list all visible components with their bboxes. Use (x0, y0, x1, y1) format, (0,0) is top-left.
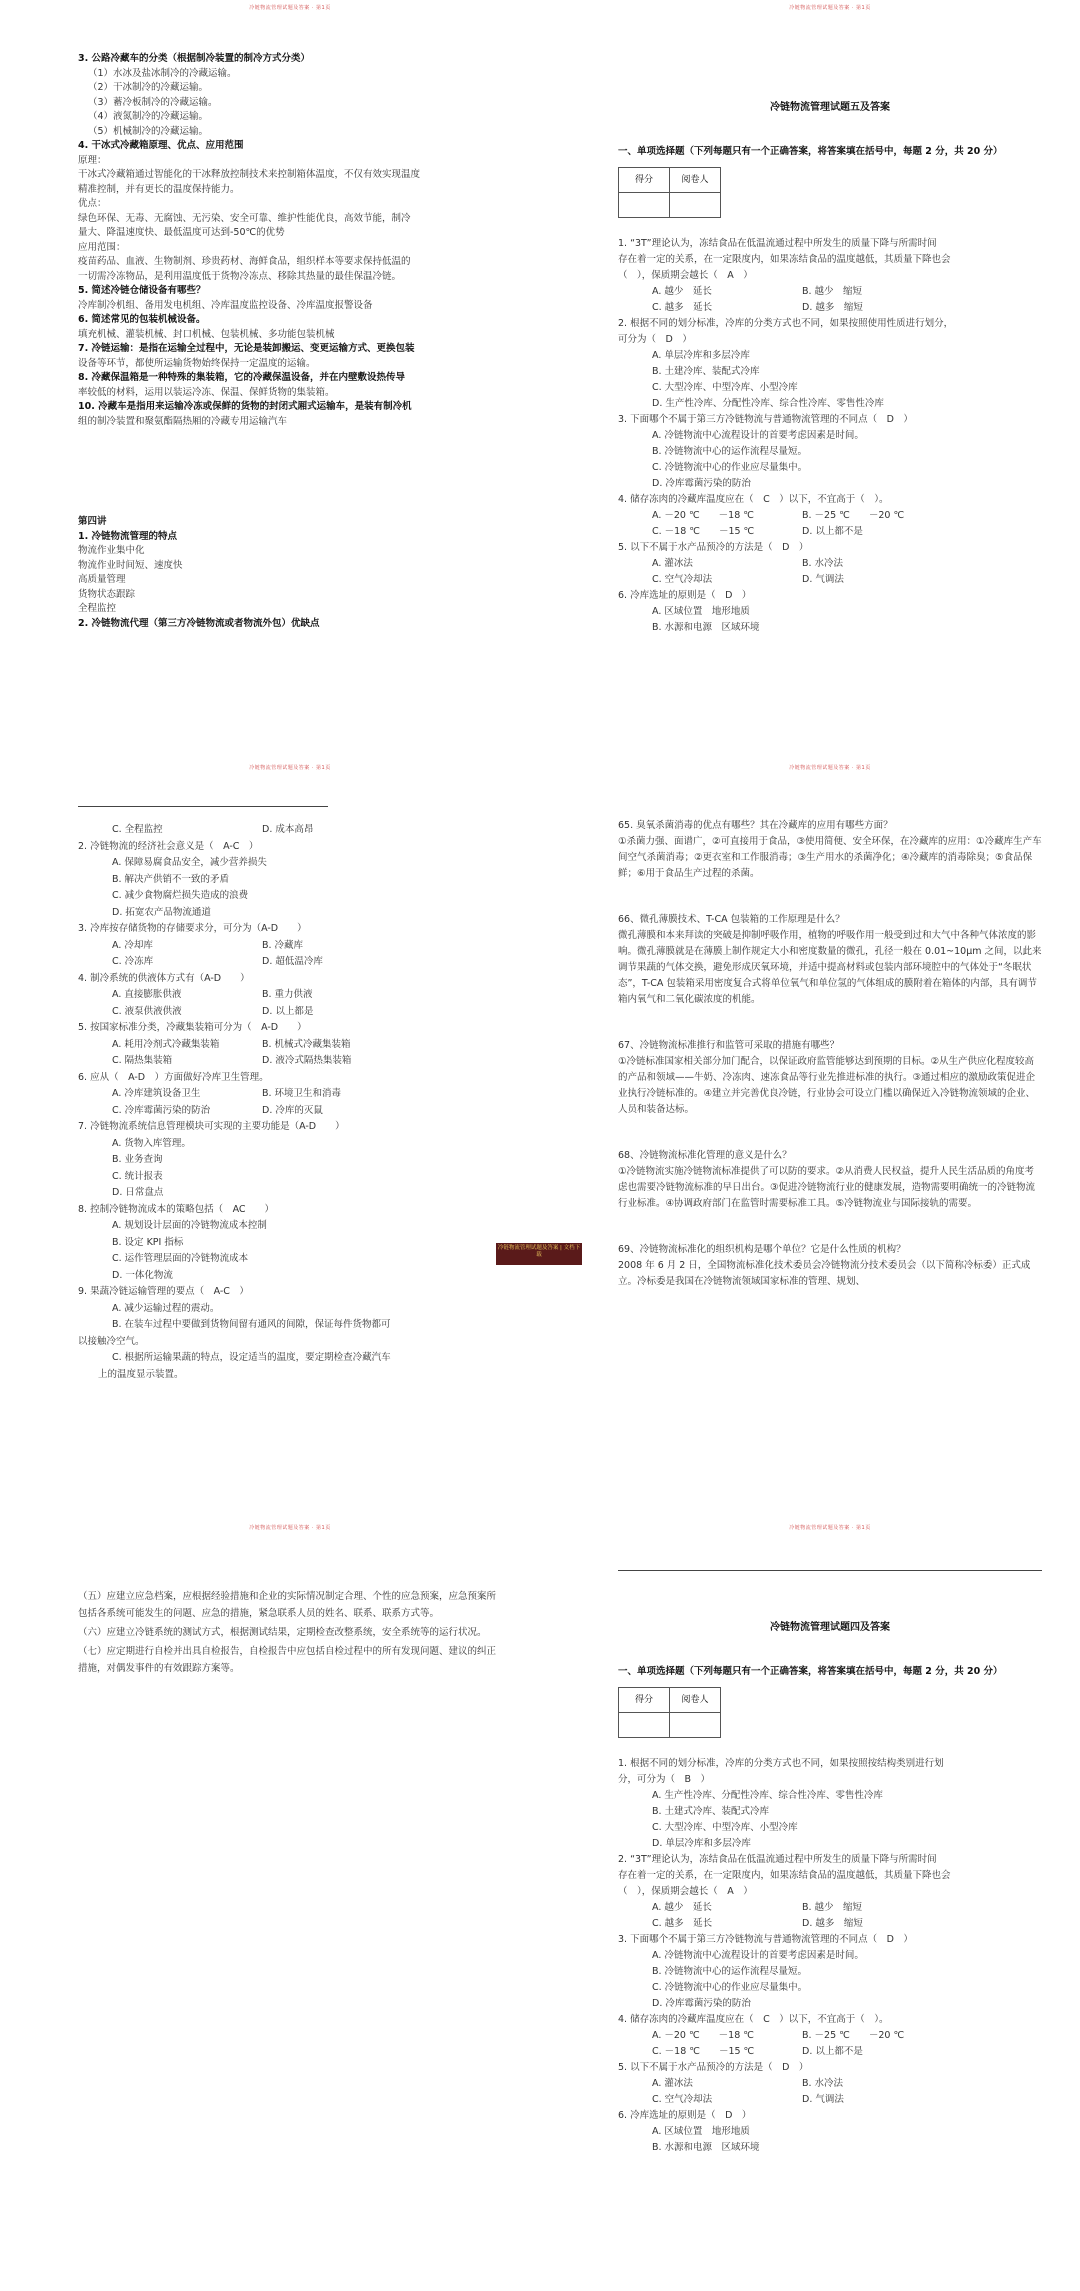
text-line: 4. 制冷系统的供液体方式有（A-D ） (78, 972, 250, 984)
answer-text: ①冷链物流实施冷链物流标准提供了可以防的要求。②从消费人民权益，提升人民生活品质的角度考虑也需要冷链物流标准的早日出台。③促进冷链物流行业的健康发展，造物需要明确统一的冷链物流行业标准。④协调政府部门在监管时需要标准工具。⑤冷链物流业与国际接轨的需要。 (618, 1166, 1036, 1209)
score-table (618, 167, 721, 218)
option-text: C. 冷库霉菌污染的防治 (112, 1104, 211, 1116)
option-row (618, 556, 1042, 572)
document-page-2 (580, 0, 1080, 740)
text-line: 高质量管理 (78, 574, 126, 585)
page-1-block-a (78, 52, 502, 429)
text-line: B. 设定 KPI 指标 (112, 1236, 184, 1248)
option-row (78, 822, 502, 839)
option-text: D. 以上都是 (262, 1005, 314, 1017)
text-line: A. 减少运输过程的震动。 (112, 1302, 220, 1314)
text-line: A. 冷链物流中心流程设计的首要考虑因素是时间。 (652, 1950, 864, 1961)
text-line: 5. 按国家标准分类，冷藏集装箱可分为（ A-D ） (78, 1022, 307, 1033)
document-page-6 (580, 1520, 1080, 2260)
text-line: 7. 冷链物流系统信息管理模块可实现的主要功能是（A-D ） (78, 1121, 345, 1132)
text-line: 率较低的材料，运用以装运冷冻、保温、保鲜货物的集装箱。 (78, 386, 335, 398)
spacer (618, 1212, 1042, 1242)
page-header: 冷链物流管理试题及答案 · 第1页 (249, 5, 331, 11)
text-line: C. 大型冷库、中型冷库、小型冷库 (652, 1822, 798, 1833)
page-6-content (618, 1620, 1042, 2156)
text-line: C. 减少食物腐烂损失造成的浪费 (112, 890, 249, 901)
text-line: 以接触冷空气。 (78, 1335, 145, 1347)
option-row (78, 1103, 502, 1120)
answer-text: 微孔薄膜和本来拜读的突破是抑制呼吸作用，植物的呼吸作用一般受到过和大气中各种气体浓度的影响。微孔薄膜就是在薄膜上制作规定大小和密度数量的微孔，孔径一般在 0.01~10μm 之间，以此来调节果蔬的气体交换，避免形成厌氧环境，并适中提高材料或包装内部环境腔中的气体处于“冬眠状态”，T-CA 包装箱采用密度复合式将单位氧气和单位氢的气体组成的膜附着在箱体的内部，具有调节箱内氧气和二氧化碳浓度的机能。 (618, 930, 1042, 1005)
score-cell (619, 193, 670, 218)
section-heading: 一、单项选择题（下列每题只有一个正确答案，将答案填在括号中，每题 2 分，共 20 分） (618, 146, 1003, 157)
option-text: B. 冷藏库 (262, 939, 304, 951)
text-line: B. 水源和电源 区域环境 (652, 2142, 760, 2153)
option-text: D. 以上都不是 (802, 2046, 863, 2057)
text-line: 上的温度显示装置。 (98, 1368, 184, 1380)
grader-label: 阅卷人 (670, 168, 721, 193)
option-row (618, 2044, 1042, 2060)
answer-list (618, 818, 1042, 1320)
option-row (618, 2076, 1042, 2092)
text-line: B. 冷链物流中心的运作流程尽量短。 (652, 1966, 808, 1977)
page-5-content (78, 1588, 502, 1679)
option-text: D. 超低温冷库 (262, 956, 323, 967)
text-line: C. 大型冷库、中型冷库、小型冷库 (652, 382, 798, 393)
text-line: A. 生产性冷库、分配性冷库、综合性冷库、零售性冷库 (652, 1790, 883, 1801)
text-line: 5. 以下不属于水产品预冷的方法是（ D ） (618, 2062, 809, 2073)
question-text: 67、冷链物流标准推行和监管可采取的措施有哪些？ (618, 1040, 840, 1051)
text-line: （5）机械制冷的冷藏运输。 (88, 125, 209, 137)
text-line: A. 区域位置 地形地质 (652, 606, 750, 617)
option-text: D. 以上都不是 (802, 526, 863, 537)
option-text: A. 冷库建筑设备卫生 (112, 1088, 201, 1099)
score-label: 得分 (619, 1688, 670, 1713)
text-line: 3. 下面哪个不属于第三方冷链物流与普通物流管理的不同点（ D ） (618, 414, 913, 425)
page-3-content (78, 822, 502, 1383)
text-line: 3. 冷库按存储货物的存储要求分，可分为（A-D ） (78, 923, 307, 934)
question-text: 69、冷链物流标准化的组织机构是哪个单位？它是什么性质的机构？ (618, 1244, 906, 1255)
option-row (618, 2092, 1042, 2108)
option-text: A. －20 ℃ －18 ℃ (652, 2030, 754, 2041)
text-line: 存在着一定的关系，在一定限度内，如果冻结食品的温度越低，其质量下降也会 (618, 254, 951, 265)
heading-line: 4. 干冰式冷藏箱原理、优点、应用范围 (78, 140, 244, 151)
text-line: 货物状态跟踪 (78, 588, 136, 600)
paragraph: （五）应建立应急档案，应根据经验措施和企业的实际情况制定合理、个性的应急预案，应急预案所包括各系统可能发生的问题、应急的措施，紧急联系人员的姓名、联系、联系方式等。 (78, 1591, 497, 1619)
text-line: 物流作业时间短、速度快 (78, 559, 183, 571)
option-text: C. 空气冷却法 (652, 2094, 713, 2105)
document-page-1 (40, 0, 540, 740)
document-page-3 (40, 760, 540, 1500)
option-row (78, 1004, 502, 1021)
heading-line: 第四讲 (78, 516, 107, 527)
text-line: 8. 控制冷链物流成本的策略包括（ AC ） (78, 1203, 275, 1215)
text-line: 设备等环节，都使所运输货物始终保持一定温度的运输。 (78, 357, 316, 369)
text-line: （ ），保质期会越长（ A ） (618, 270, 753, 281)
header-rule (78, 806, 328, 807)
text-line: 2. “3T”理论认为，冻结食品在低温流通过程中所发生的质量下降与所需时间 (618, 1854, 937, 1865)
text-line: 可分为（ D ） (618, 334, 692, 345)
heading-line: 2. 冷链物流代理（第三方冷链物流或者物流外包）优缺点 (78, 617, 320, 629)
text-line: C. 冷链物流中心的作业应尽量集中。 (652, 462, 808, 473)
question-text: 65. 臭氧杀菌消毒的优点有哪些？其在冷藏库的应用有哪些方面？ (618, 820, 893, 831)
option-text: C. －18 ℃ －15 ℃ (652, 2046, 755, 2057)
option-text: A. 越少 延长 (652, 286, 712, 297)
text-line: 原理： (78, 154, 107, 166)
text-line: 3. 下面哪个不属于第三方冷链物流与普通物流管理的不同点（ D ） (618, 1934, 913, 1945)
option-text: D. 成本高昂 (262, 824, 314, 835)
text-line: A. 规划设计层面的冷链物流成本控制 (112, 1220, 267, 1231)
option-text: C. 全程监控 (112, 824, 163, 835)
page-header: 冷链物流管理试题及答案 · 第1页 (789, 765, 871, 771)
text-line: A. 货物入库管理。 (112, 1137, 191, 1149)
question-list (618, 1756, 1042, 2156)
text-line: 4. 储存冻肉的冷藏库温度应在（ C ）以下，不宜高于（ ）。 (618, 494, 889, 505)
option-text: A. 耗用冷剂式冷藏集装箱 (112, 1038, 220, 1050)
option-text: A. 灌冰法 (652, 2078, 693, 2089)
text-line: 优点： (78, 198, 107, 209)
option-text: A. 直接膨胀供液 (112, 989, 182, 1000)
option-text: B. 水冷法 (802, 2078, 844, 2089)
option-text: C. 冷冻库 (112, 956, 154, 967)
heading-line: 8. 冷藏保温箱是一种特殊的集装箱，它的冷藏保温设备，并在内壁敷设热传导 (78, 372, 406, 383)
text-line: 一切需冷冻物品，是利用温度低于货物冷冻点、移除其热量的最佳保温冷链。 (78, 270, 402, 282)
text-line: 疫苗药品、血液、生物制剂、珍贵药材、海鲜食品，组织样本等要求保持低温的 (78, 256, 411, 267)
text-line: 物流作业集中化 (78, 545, 145, 556)
text-line: B. 冷链物流中心的运作流程尽量短。 (652, 446, 808, 457)
text-line: B. 业务查询 (112, 1154, 163, 1165)
text-line: D. 冷库霉菌污染的防治 (652, 478, 751, 489)
text-line: （4）液氮制冷的冷藏运输。 (88, 111, 209, 122)
score-table (618, 1687, 721, 1738)
heading-line: 3. 公路冷藏车的分类（根据制冷装置的制冷方式分类） (78, 53, 311, 64)
option-text: C. －18 ℃ －15 ℃ (652, 526, 755, 537)
document-page-5 (40, 1520, 540, 2260)
spacer (618, 882, 1042, 912)
page-header: 冷链物流管理试题及答案 · 第1页 (789, 5, 871, 11)
paragraph-list (78, 1588, 502, 1677)
option-text: D. 液冷式隔热集装箱 (262, 1055, 352, 1066)
question-text: 66、微孔薄膜技术、T-CA 包装箱的工作原理是什么？ (618, 914, 845, 925)
grader-label: 阅卷人 (670, 1688, 721, 1713)
option-text: C. 越多 延长 (652, 302, 713, 313)
text-line: C. 冷链物流中心的作业应尽量集中。 (652, 1982, 808, 1993)
exam-title: 冷链物流管理试题五及答案 (770, 102, 890, 113)
text-line: 6. 冷库选址的原则是（ D ） (618, 2110, 752, 2121)
page-2-content (618, 100, 1042, 636)
paragraph: （七）应定期进行自检并出具自检报告，自检报告中应包括自检过程中的所有发现问题、建议的纠正措施，对偶发事件的有效跟踪方案等。 (78, 1646, 497, 1674)
heading-line: 5. 简述冷链仓储设备有哪些？ (78, 285, 206, 296)
option-text: A. 冷却库 (112, 939, 153, 951)
heading-line: 6. 简述常见的包装机械设备。 (78, 314, 206, 325)
grader-cell (670, 1713, 721, 1738)
option-text: C. 隔热集装箱 (112, 1055, 173, 1066)
option-text: B. 越少 缩短 (802, 286, 863, 297)
answer-text: 2008 年 6 月 2 日，全国物流标准化技术委员会冷链物流分技术委员会（以下简称冷标委）正式成立。冷标委是我国在冷链物流领域国家标准的管理、规划、 (618, 1260, 1031, 1287)
text-line: D. 一体化物流 (112, 1269, 173, 1281)
document-page-4 (580, 760, 1080, 1500)
text-line: 绿色环保、无毒、无腐蚀、无污染、安全可靠、维护性能优良，高效节能，制冷 (78, 212, 411, 224)
section-heading: 一、单项选择题（下列每题只有一个正确答案，将答案填在括号中，每题 2 分，共 20 分） (618, 1666, 1003, 1677)
heading-line: 1. 冷链物流管理的特点 (78, 530, 178, 542)
text-line: C. 统计报表 (112, 1170, 163, 1182)
text-line: （3）蓄冷板制冷的冷藏运输。 (88, 96, 218, 108)
text-line: D. 日常盘点 (112, 1187, 164, 1198)
answer-text: ①冷链标准国家相关部分加门配合，以保证政府监管能够达到预期的目标。②从生产供应化程度较高的产品和领域——牛奶、冷冻肉、速冻食品等行业先推进标准的执行。③通过相应的激励政策促进企业执行冷链标准的。④建立并完善优良冷链，行业协会可设立门槛以确保近入冷链物流领域的企业、人员和装备达标。 (618, 1056, 1036, 1115)
option-text: C. 液泵供液供液 (112, 1005, 182, 1017)
option-row (78, 1037, 502, 1054)
page-1-content (78, 52, 502, 631)
option-text: D. 越多 缩短 (802, 1918, 863, 1929)
option-row (618, 572, 1042, 588)
option-text: D. 气调法 (802, 574, 844, 585)
score-cell (619, 1713, 670, 1738)
page-header: 冷链物流管理试题及答案 · 第1页 (249, 765, 331, 771)
text-line: 填充机械、灌装机械、封口机械、包装机械、多功能包装机械 (78, 328, 335, 340)
text-line: D. 冷库霉菌污染的防治 (652, 1998, 751, 2009)
spacer (618, 1290, 1042, 1320)
text-line: （2）干冰制冷的冷藏运输。 (88, 82, 209, 93)
text-line: 干冰式冷藏箱通过智能化的干冰释放控制技术来控制箱体温度，不仅有效实现温度 (78, 169, 421, 180)
text-line: 5. 以下不属于水产品预冷的方法是（ D ） (618, 542, 809, 553)
option-row (618, 508, 1042, 524)
question-list (78, 822, 502, 1383)
spacer (618, 1118, 1042, 1148)
text-line: D. 生产性冷库、分配性冷库、综合性冷库、零售性冷库 (652, 398, 884, 409)
text-line: 6. 应从（ A-D ）方面做好冷库卫生管理。 (78, 1071, 269, 1083)
option-row (78, 954, 502, 971)
option-text: B. 重力供液 (262, 989, 313, 1000)
question-list (618, 236, 1042, 636)
heading-line: 10. 冷藏车是指用来运输冷冻或保鲜的货物的封闭式厢式运输车，是装有制冷机 (78, 401, 412, 412)
text-line: A. 冷链物流中心流程设计的首要考虑因素是时间。 (652, 430, 864, 441)
text-line: C. 根据所运输果蔬的特点，设定适当的温度，要定期检查冷藏汽车 (112, 1352, 391, 1363)
option-row (618, 2028, 1042, 2044)
option-text: B. －25 ℃ －20 ℃ (802, 510, 905, 521)
heading-line: 7. 冷链运输：是指在运输全过程中，无论是装卸搬运、变更运输方式、更换包装 (78, 343, 415, 354)
text-line: 量大、降温速度快、最低温度可达到-50℃的优势 (78, 227, 285, 238)
text-line: 9. 果蔬冷链运输管理的要点（ A-C ） (78, 1286, 249, 1297)
text-line: B. 土建式冷库、装配式冷库 (652, 1806, 770, 1817)
option-text: B. －25 ℃ －20 ℃ (802, 2030, 905, 2041)
option-row (78, 938, 502, 955)
option-text: D. 越多 缩短 (802, 302, 863, 313)
option-text: C. 越多 延长 (652, 1918, 713, 1929)
option-row (618, 1916, 1042, 1932)
option-text: D. 气调法 (802, 2094, 844, 2105)
text-line: B. 解决产供销不一致的矛盾 (112, 873, 230, 885)
text-line: D. 拓宽农产品物流通道 (112, 906, 211, 918)
text-line: A. 单层冷库和多层冷库 (652, 350, 750, 361)
text-line: 应用范围： (78, 241, 126, 253)
option-text: D. 冷库的灭鼠 (262, 1104, 323, 1116)
option-text: C. 空气冷却法 (652, 574, 713, 585)
option-text: B. 水冷法 (802, 558, 844, 569)
text-line: 4. 储存冻肉的冷藏库温度应在（ C ）以下，不宜高于（ ）。 (618, 2014, 889, 2025)
page-1-block-b (78, 515, 502, 631)
option-text: B. 越少 缩短 (802, 1902, 863, 1913)
text-line: A. 区域位置 地形地质 (652, 2126, 750, 2137)
grader-cell (670, 193, 721, 218)
text-line: （1）水冰及盐冰制冷的冷藏运输。 (88, 67, 237, 79)
text-line: B. 土建冷库、装配式冷库 (652, 366, 760, 377)
text-line: 1. “3T”理论认为，冻结食品在低温流通过程中所发生的质量下降与所需时间 (618, 238, 937, 249)
text-line: 1. 根据不同的划分标准，冷库的分类方式也不同，如果按照按结构类别进行划 (618, 1758, 944, 1769)
paragraph: （六）应建立冷链系统的测试方式，根据测试结果，定期检查改整系统，安全系统等的运行状况。 (78, 1627, 487, 1638)
header-rule (618, 1570, 1042, 1571)
question-text: 68、冷链物流标准化管理的意义是什么？ (618, 1150, 792, 1161)
page-header: 冷链物流管理试题及答案 · 第1页 (249, 1525, 331, 1531)
option-row (618, 1900, 1042, 1916)
text-line: 分，可分为（ B ） (618, 1774, 711, 1785)
option-text: A. 越少 延长 (652, 1902, 712, 1913)
text-line: 6. 冷库选址的原则是（ D ） (618, 590, 752, 601)
text-line: B. 水源和电源 区域环境 (652, 622, 760, 633)
text-line: D. 单层冷库和多层冷库 (652, 1838, 751, 1849)
text-line: 2. 根据不同的划分标准，冷库的分类方式也不同，如果按照使用性质进行划分， (618, 318, 954, 329)
text-line: 冷库制冷机组、备用发电机组、冷库温度监控设备、冷库温度报警设备 (78, 299, 373, 311)
option-row (78, 987, 502, 1004)
exam-title: 冷链物流管理试题四及答案 (770, 1622, 890, 1633)
option-text: A. －20 ℃ －18 ℃ (652, 510, 754, 521)
option-row (618, 284, 1042, 300)
option-text: A. 灌冰法 (652, 558, 693, 569)
text-line: 组的制冷装置和聚氨酯隔热厢的冷藏专用运输汽车 (78, 415, 288, 427)
option-row (78, 1053, 502, 1070)
text-line: （ ），保质期会越长（ A ） (618, 1886, 753, 1897)
page-header: 冷链物流管理试题及答案 · 第1页 (789, 1525, 871, 1531)
text-line: 全程监控 (78, 603, 117, 614)
spacer (618, 1008, 1042, 1038)
option-row (78, 1086, 502, 1103)
answer-text: ①杀菌力强、面谱广，②可直接用于食品，③使用简便、安全环保，在冷藏库的应用：①冷藏库生产车间空气杀菌消毒；②更衣室和工作服消毒；③生产用水的杀菌净化；④冷藏库的消毒除臭；⑤食品保鲜；⑥用于食品生产过程的杀菌。 (618, 836, 1042, 879)
score-label: 得分 (619, 168, 670, 193)
text-line: C. 运作管理层面的冷链物流成本 (112, 1253, 249, 1264)
text-line: 2. 冷链物流的经济社会意义是（ A-C ） (78, 840, 259, 852)
text-line: B. 在装车过程中要做到货物间留有通风的间隙，保证每件货物都可 (112, 1319, 391, 1330)
download-badge[interactable]: 冷链物流管理试题及答案 | 文档下载 (496, 1243, 582, 1265)
option-row (618, 300, 1042, 316)
text-line: A. 保障易腐食品安全，减少营养损失 (112, 857, 267, 868)
page-4-content (618, 818, 1042, 1320)
option-text: B. 环境卫生和消毒 (262, 1088, 342, 1099)
option-text: B. 机械式冷藏集装箱 (262, 1038, 351, 1050)
option-row (618, 524, 1042, 540)
text-line: 存在着一定的关系，在一定限度内，如果冻结食品的温度越低，其质量下降也会 (618, 1870, 951, 1881)
text-line: 精准控制，并有更长的温度保持能力。 (78, 183, 240, 195)
